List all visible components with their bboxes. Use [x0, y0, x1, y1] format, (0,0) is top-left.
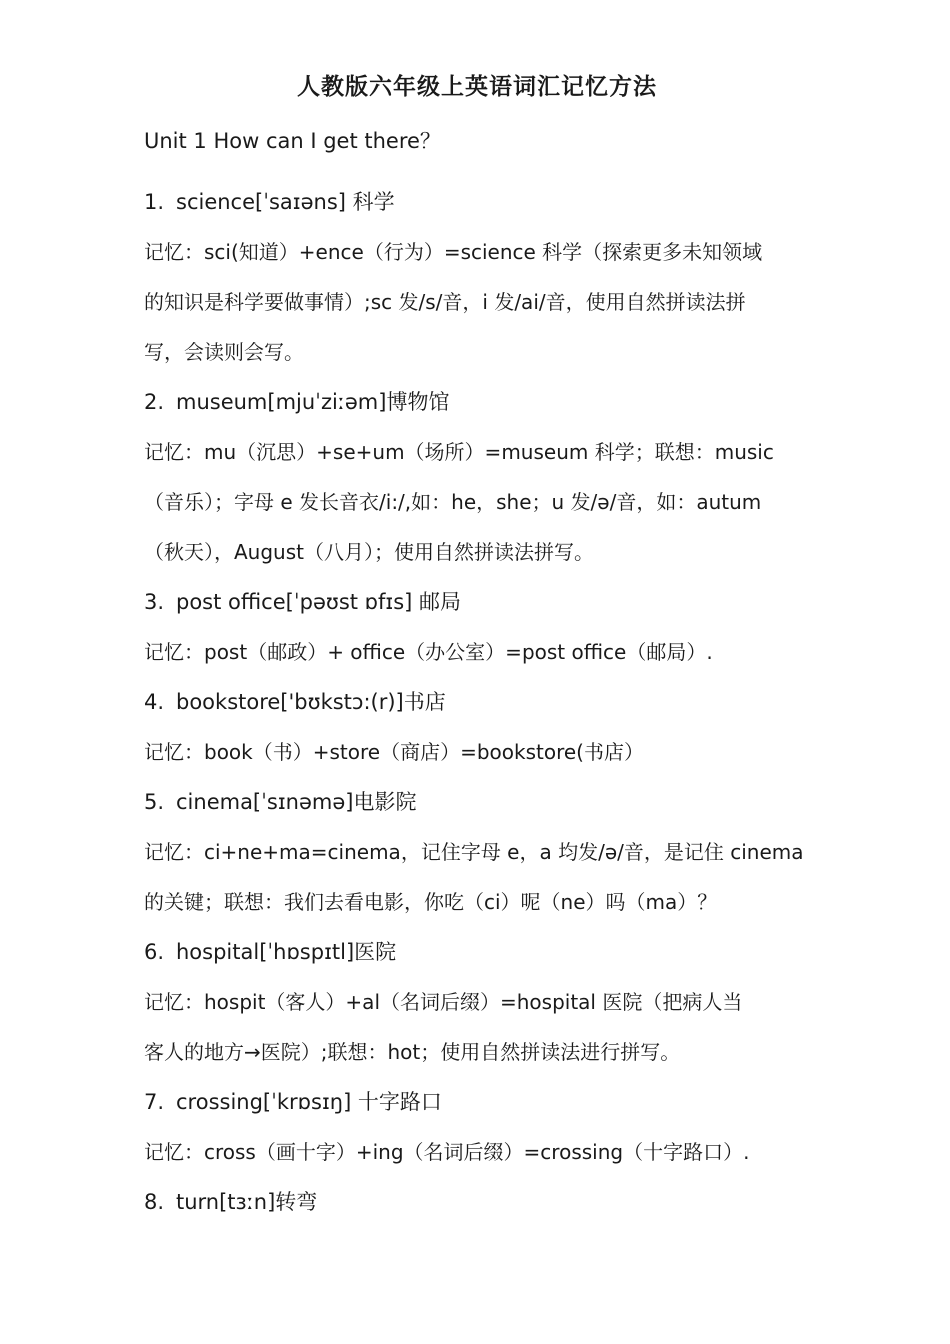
vocab-item-heading	[144, 577, 810, 627]
memory-tip-line: 写，会读则会写。	[144, 340, 304, 364]
memory-tip-line: 记忆：cross（画十字）+ing（名词后缀）=crossing（十字路口）.	[144, 1140, 750, 1164]
vocab-item-number: 7.	[144, 1090, 165, 1114]
memory-tip-line: 记忆：mu（沉思）+se+um（场所）=museum 科学；联想：music	[144, 440, 774, 464]
vocab-item-heading	[144, 677, 810, 727]
memory-tip-line: 记忆：ci+ne+ma=cinema，记住字母 e，a 均发/ə/音，是记住 cinema	[144, 840, 804, 864]
vocab-item-word: crossing[ˈkrɒsɪŋ] 十字路口	[176, 1090, 442, 1114]
vocab-item-heading	[144, 1077, 810, 1127]
memory-tip-line: 客人的地方→医院）;联想：hot；使用自然拼读法进行拼写。	[144, 1040, 681, 1064]
vocab-item-number: 8.	[144, 1190, 165, 1214]
memory-tip-line: 记忆：sci(知道）+ence（行为）=science 科学（探索更多未知领域	[144, 240, 763, 264]
memory-tip-line: 记忆：hospit（客人）+al（名词后缀）=hospital 医院（把病人当	[144, 990, 743, 1014]
vocab-item-word: turn[tɜːn]转弯	[176, 1190, 318, 1214]
memory-tip-line: 记忆：book（书）+store（商店）=bookstore(书店）	[144, 740, 644, 764]
vocab-item-word: science[ˈsaɪəns] 科学	[176, 190, 395, 214]
vocab-item-number: 5.	[144, 790, 165, 814]
vocab-item-word: museum[mjuˈziːəm]博物馆	[176, 390, 450, 414]
memory-tip-line: 的知识是科学要做事情）;sc 发/s/音，i 发/ai/音，使用自然拼读法拼	[144, 290, 746, 314]
page-title: 人教版六年级上英语词汇记忆方法	[297, 73, 657, 100]
vocab-item-number: 2.	[144, 390, 165, 414]
vocab-item-word: bookstore['bʊkstɔ:(r)]书店	[176, 690, 446, 714]
vocab-item-number: 3.	[144, 590, 165, 614]
vocab-item-number: 1.	[144, 190, 165, 214]
vocab-item-word: post office[ˈpəʊst ɒfɪs] 邮局	[176, 590, 462, 614]
vocabulary-list	[144, 177, 810, 1227]
vocab-item-heading	[144, 927, 810, 977]
memory-tip-line: 记忆：post（邮政）+ office（办公室）=post office（邮局）.	[144, 640, 713, 664]
vocab-item-heading	[144, 377, 810, 427]
vocab-item-heading	[144, 177, 810, 227]
vocab-item-heading	[144, 777, 810, 827]
memory-tip-line: （音乐）；字母 e 发长音衣/i:/,如：he，she；u 发/ə/音，如：autum	[144, 490, 762, 514]
vocab-item-word: hospital[ˈhɒspɪtl]医院	[176, 940, 397, 964]
memory-tip-line: 的关键；联想：我们去看电影，你吃（ci）呢（ne）吗（ma）？	[144, 890, 718, 914]
vocab-item-number: 6.	[144, 940, 165, 964]
unit-heading: Unit 1 How can I get there？	[144, 129, 441, 153]
vocab-item-word: cinema[ˈsɪnəmə]电影院	[176, 790, 417, 814]
memory-tip-line: （秋天），August（八月）；使用自然拼读法拼写。	[144, 540, 594, 564]
vocab-item-heading	[144, 1177, 810, 1227]
vocab-item-number: 4.	[144, 690, 165, 714]
